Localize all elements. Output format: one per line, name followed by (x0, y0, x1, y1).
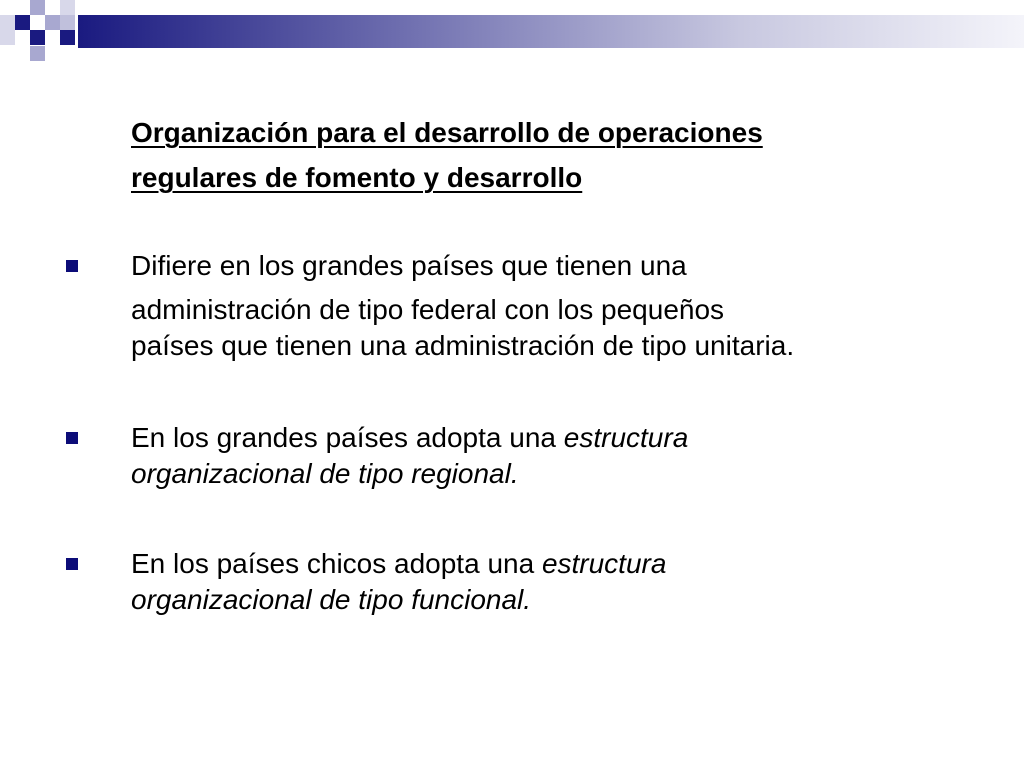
bullet-square-icon (66, 432, 78, 444)
bullet-1-line-2: administración de tipo federal con los pequeños (131, 294, 725, 325)
bullet-square-icon (66, 260, 78, 272)
bullet-3-plain: En los países chicos adopta una (131, 548, 542, 579)
bullet-3-line-1 (131, 546, 961, 582)
bullet-3-line-2: organizacional de tipo funcional. (131, 584, 532, 615)
bullet-square-icon (66, 558, 78, 570)
header-gradient-band (0, 0, 1024, 64)
bullet-2-italic-start: estructura (563, 422, 689, 453)
bullet-2-plain: En los grandes países adopta una (131, 422, 564, 453)
header-decoration (0, 0, 1024, 64)
slide-title (131, 110, 951, 200)
slide-title-line-2: regulares de fomento y desarrollo (131, 162, 583, 193)
bullet-text-2 (131, 420, 961, 492)
bullet-1-line-3: países que tienen una administración de tipo unitaria. (131, 330, 795, 361)
bullet-text-3 (131, 546, 961, 618)
bullet-1-line-1: Difiere en los grandes países que tienen una (131, 250, 687, 281)
slide-title-line-1: Organización para el desarrollo de operaciones (131, 117, 763, 148)
bullet-2-line-2: organizacional de tipo regional. (131, 458, 519, 489)
bullet-3-italic-start: estructura (541, 548, 667, 579)
bullet-text-1 (131, 248, 961, 364)
bullet-2-line-1 (131, 420, 961, 456)
